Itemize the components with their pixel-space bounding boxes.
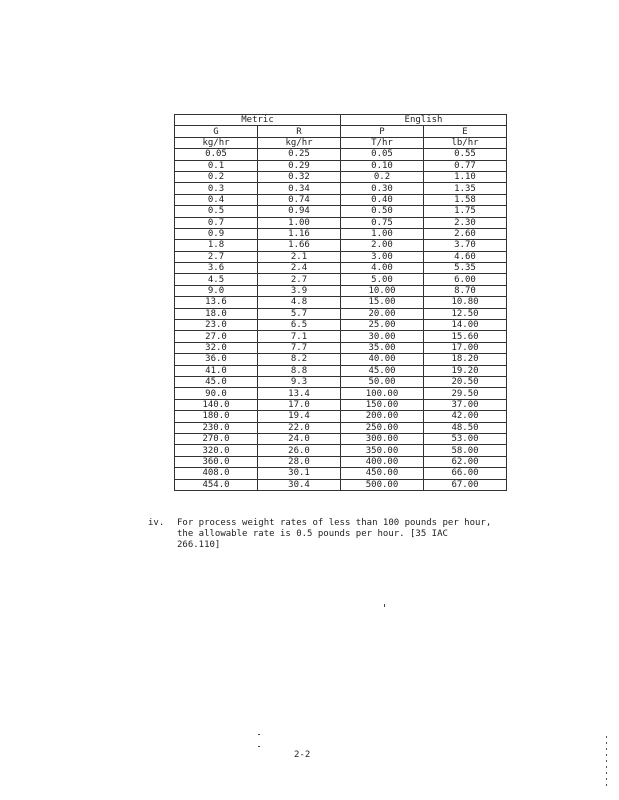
table-body: [175, 149, 507, 491]
page-number: 2-2: [294, 750, 311, 760]
cell-r: 0.74: [258, 194, 341, 205]
symbol-p: P: [341, 126, 424, 137]
cell-p: 35.00: [341, 342, 424, 353]
cell-r: 22.0: [258, 422, 341, 433]
cell-e: 0.55: [424, 149, 507, 160]
cell-r: 1.66: [258, 240, 341, 251]
table-row: [175, 297, 507, 308]
cell-g: 454.0: [175, 479, 258, 490]
cell-g: 180.0: [175, 411, 258, 422]
cell-e: 19.20: [424, 365, 507, 376]
cell-p: 50.00: [341, 376, 424, 387]
cell-r: 30.1: [258, 468, 341, 479]
cell-g: 0.7: [175, 217, 258, 228]
cell-e: 67.00: [424, 479, 507, 490]
cell-p: 0.50: [341, 206, 424, 217]
cell-p: 3.00: [341, 251, 424, 262]
cell-p: 500.00: [341, 479, 424, 490]
cell-p: 1.00: [341, 228, 424, 239]
cell-r: 4.8: [258, 297, 341, 308]
table-row: [175, 399, 507, 410]
cell-r: 0.94: [258, 206, 341, 217]
cell-e: 29.50: [424, 388, 507, 399]
cell-r: 26.0: [258, 445, 341, 456]
cell-g: 230.0: [175, 422, 258, 433]
english-group-header: English: [341, 115, 507, 126]
table-row: [175, 217, 507, 228]
cell-r: 9.3: [258, 376, 341, 387]
cell-g: 90.0: [175, 388, 258, 399]
unit-header-row: [175, 137, 507, 148]
table-row: [175, 456, 507, 467]
cell-p: 4.00: [341, 263, 424, 274]
cell-g: 13.6: [175, 297, 258, 308]
cell-p: 100.00: [341, 388, 424, 399]
cell-r: 0.29: [258, 160, 341, 171]
cell-p: 40.00: [341, 354, 424, 365]
cell-r: 0.32: [258, 171, 341, 182]
cell-r: 17.0: [258, 399, 341, 410]
cell-p: 20.00: [341, 308, 424, 319]
cell-e: 20.50: [424, 376, 507, 387]
cell-e: 42.00: [424, 411, 507, 422]
cell-p: 450.00: [341, 468, 424, 479]
cell-p: 150.00: [341, 399, 424, 410]
table-row: [175, 411, 507, 422]
emission-rate-table: [174, 114, 507, 491]
cell-g: 9.0: [175, 285, 258, 296]
table-row: [175, 445, 507, 456]
cell-r: 7.7: [258, 342, 341, 353]
unit-p: T/hr: [341, 137, 424, 148]
table-row: [175, 388, 507, 399]
cell-e: 12.50: [424, 308, 507, 319]
cell-r: 1.16: [258, 228, 341, 239]
cell-p: 25.00: [341, 320, 424, 331]
cell-e: 53.00: [424, 433, 507, 444]
cell-g: 41.0: [175, 365, 258, 376]
cell-g: 23.0: [175, 320, 258, 331]
unit-e: lb/hr: [424, 137, 507, 148]
cell-r: 8.2: [258, 354, 341, 365]
cell-e: 18.20: [424, 354, 507, 365]
cell-g: 360.0: [175, 456, 258, 467]
group-header-row: [175, 115, 507, 126]
cell-e: 1.35: [424, 183, 507, 194]
cell-e: 15.60: [424, 331, 507, 342]
cell-e: 5.35: [424, 263, 507, 274]
cell-e: 58.00: [424, 445, 507, 456]
cell-p: 2.00: [341, 240, 424, 251]
cell-p: 45.00: [341, 365, 424, 376]
cell-r: 2.1: [258, 251, 341, 262]
table-row: [175, 433, 507, 444]
cell-g: 3.6: [175, 263, 258, 274]
cell-g: 140.0: [175, 399, 258, 410]
symbol-r: R: [258, 126, 341, 137]
table-row: [175, 285, 507, 296]
cell-p: 0.30: [341, 183, 424, 194]
table-row: [175, 194, 507, 205]
cell-p: 200.00: [341, 411, 424, 422]
table-row: [175, 308, 507, 319]
cell-g: 0.9: [175, 228, 258, 239]
cell-p: 0.40: [341, 194, 424, 205]
cell-p: 30.00: [341, 331, 424, 342]
scan-speck: [258, 734, 260, 735]
cell-g: 320.0: [175, 445, 258, 456]
table-row: [175, 183, 507, 194]
table-row: [175, 468, 507, 479]
table-row: [175, 320, 507, 331]
cell-g: 0.4: [175, 194, 258, 205]
cell-r: 24.0: [258, 433, 341, 444]
symbol-e: E: [424, 126, 507, 137]
cell-e: 17.00: [424, 342, 507, 353]
table-row: [175, 331, 507, 342]
table-row: [175, 365, 507, 376]
table-row: [175, 240, 507, 251]
cell-p: 0.10: [341, 160, 424, 171]
cell-p: 5.00: [341, 274, 424, 285]
table-row: [175, 422, 507, 433]
cell-g: 0.1: [175, 160, 258, 171]
scan-edge-marks: [606, 736, 607, 790]
cell-r: 2.7: [258, 274, 341, 285]
table-row: [175, 274, 507, 285]
cell-e: 4.60: [424, 251, 507, 262]
cell-g: 408.0: [175, 468, 258, 479]
cell-r: 8.8: [258, 365, 341, 376]
cell-r: 7.1: [258, 331, 341, 342]
cell-e: 37.00: [424, 399, 507, 410]
table-row: [175, 228, 507, 239]
cell-e: 14.00: [424, 320, 507, 331]
table-row: [175, 206, 507, 217]
cell-r: 6.5: [258, 320, 341, 331]
cell-r: 5.7: [258, 308, 341, 319]
cell-p: 0.2: [341, 171, 424, 182]
footnote-text: For process weight rates of less than 100 pounds per hour, the allowable rate is 0.5 pounds per hour. [35 IAC 266.110]: [177, 518, 492, 550]
cell-r: 19.4: [258, 411, 341, 422]
cell-e: 1.10: [424, 171, 507, 182]
cell-e: 1.58: [424, 194, 507, 205]
cell-r: 1.00: [258, 217, 341, 228]
cell-e: 2.30: [424, 217, 507, 228]
table-row: [175, 376, 507, 387]
cell-p: 350.00: [341, 445, 424, 456]
cell-p: 300.00: [341, 433, 424, 444]
cell-e: 0.77: [424, 160, 507, 171]
cell-r: 0.34: [258, 183, 341, 194]
cell-p: 15.00: [341, 297, 424, 308]
cell-r: 30.4: [258, 479, 341, 490]
scan-speck: [258, 746, 260, 747]
cell-r: 0.25: [258, 149, 341, 160]
cell-g: 1.8: [175, 240, 258, 251]
table-row: [175, 354, 507, 365]
table-row: [175, 342, 507, 353]
cell-g: 0.5: [175, 206, 258, 217]
scan-speck: [384, 604, 385, 607]
table-row: [175, 479, 507, 490]
cell-g: 270.0: [175, 433, 258, 444]
unit-g: kg/hr: [175, 137, 258, 148]
cell-r: 13.4: [258, 388, 341, 399]
cell-p: 10.00: [341, 285, 424, 296]
table-row: [175, 149, 507, 160]
cell-r: 28.0: [258, 456, 341, 467]
cell-e: 1.75: [424, 206, 507, 217]
cell-g: 4.5: [175, 274, 258, 285]
cell-p: 250.00: [341, 422, 424, 433]
table-row: [175, 263, 507, 274]
cell-e: 3.70: [424, 240, 507, 251]
cell-g: 45.0: [175, 376, 258, 387]
cell-g: 0.3: [175, 183, 258, 194]
cell-g: 2.7: [175, 251, 258, 262]
cell-g: 0.05: [175, 149, 258, 160]
cell-e: 48.50: [424, 422, 507, 433]
cell-r: 3.9: [258, 285, 341, 296]
cell-g: 32.0: [175, 342, 258, 353]
cell-e: 2.60: [424, 228, 507, 239]
cell-e: 8.70: [424, 285, 507, 296]
cell-e: 62.00: [424, 456, 507, 467]
table-row: [175, 251, 507, 262]
cell-e: 66.00: [424, 468, 507, 479]
cell-r: 2.4: [258, 263, 341, 274]
table-row: [175, 160, 507, 171]
cell-p: 400.00: [341, 456, 424, 467]
cell-e: 6.00: [424, 274, 507, 285]
footnote-number: iv.: [148, 518, 165, 528]
cell-p: 0.75: [341, 217, 424, 228]
cell-g: 27.0: [175, 331, 258, 342]
cell-g: 0.2: [175, 171, 258, 182]
cell-g: 18.0: [175, 308, 258, 319]
cell-g: 36.0: [175, 354, 258, 365]
cell-p: 0.05: [341, 149, 424, 160]
metric-group-header: Metric: [175, 115, 341, 126]
unit-r: kg/hr: [258, 137, 341, 148]
symbol-header-row: [175, 126, 507, 137]
table-row: [175, 171, 507, 182]
cell-e: 10.80: [424, 297, 507, 308]
symbol-g: G: [175, 126, 258, 137]
